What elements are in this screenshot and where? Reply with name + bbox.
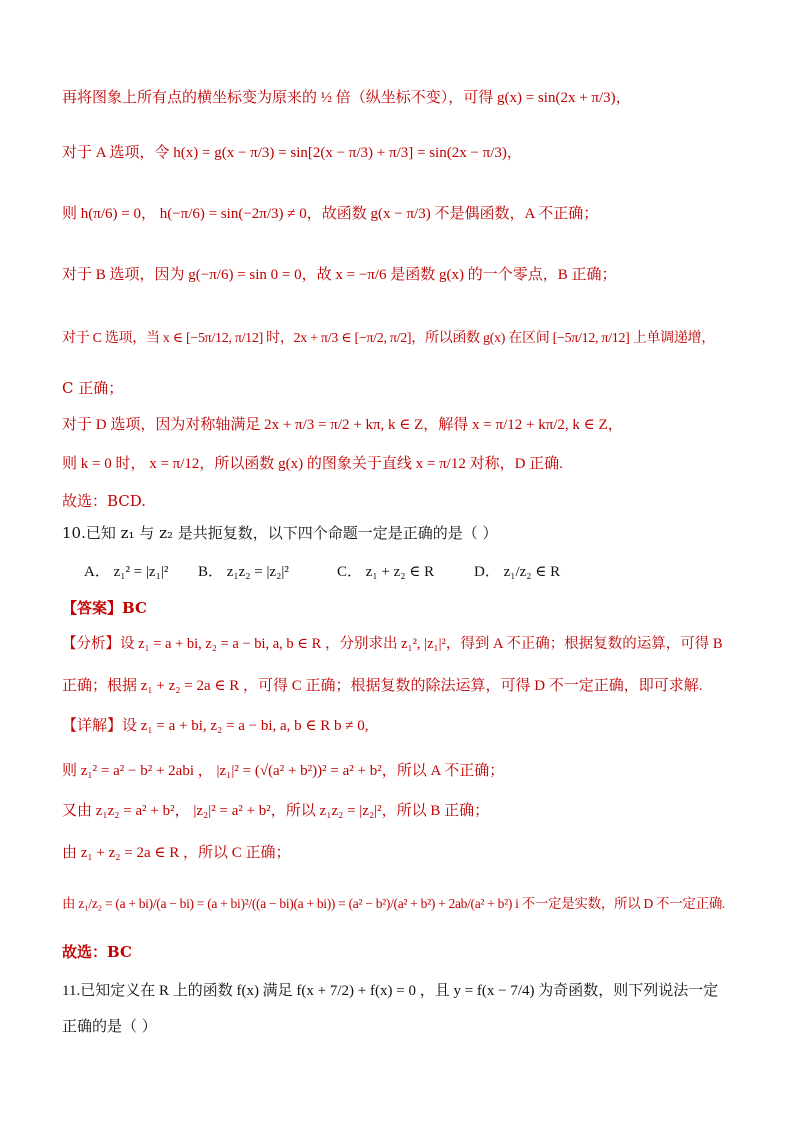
question-11-stem-line-1: 11.已知定义在 R 上的函数 f(x) 满足 f(x + 7/2) + f(x) = 0 ，且 y = f(x − 7/4) 为奇函数，则下列说法一定 bbox=[62, 983, 719, 999]
analysis-line-2: 正确；根据 z₁ + z₂ = 2a ∈ R ，可得 C 正确；根据复数的除法运算，可得 D 不一定正确，即可求解. bbox=[62, 678, 703, 694]
detail-line-3: 又由 z₁z₂ = a² + b²， |z₂|² = a² + b²，所以 z₁z₂ = |z₂|²，所以 B 正确； bbox=[62, 803, 490, 819]
detail-line-5: 由 z₁/z₂ = (a + bi)/(a − bi) = (a + bi)²/((a − bi)(a + bi)) = (a² − b²)/(a² + b²) + 2ab/(a² + b²) i 不一定是实数，所以 D 不一定正确. bbox=[62, 896, 726, 911]
solution-line-1: 再将图象上所有点的横坐标变为原来的 ½ 倍（纵坐标不变），可得 g(x) = sin(2x + π/3)， bbox=[62, 90, 631, 106]
answer-label: 【答案】BC bbox=[62, 599, 147, 617]
choice-c: C． z₁ + z₂ ∈ R bbox=[337, 564, 435, 580]
solution-final-answer: 故选：BCD. bbox=[62, 492, 147, 510]
detail-line-2: 则 z₁² = a² − b² + 2abi ， |z₁|² = (√(a² + b²))² = a² + b²，所以 A 不正确； bbox=[62, 763, 505, 779]
detail-line-4: 由 z₁ + z₂ = 2a ∈ R ，所以 C 正确； bbox=[62, 845, 291, 861]
choice-d: D． z₁/z₂ ∈ R bbox=[474, 564, 561, 580]
detail-line-1: 【详解】设 z₁ = a + bi, z₂ = a − bi, a, b ∈ R b ≠ 0, bbox=[62, 718, 369, 734]
choice-a: A． z₁² = |z₁|² bbox=[84, 564, 169, 580]
solution-line-3: 则 h(π/6) = 0， h(−π/6) = sin(−2π/3) ≠ 0，故函数 g(x − π/3) 不是偶函数，A 不正确； bbox=[62, 206, 599, 222]
question-10-stem: 10.已知 z₁ 与 z₂ 是共扼复数，以下四个命题一定是正确的是（ ） bbox=[62, 524, 498, 542]
analysis-line-1: 【分析】设 z₁ = a + bi, z₂ = a − bi, a, b ∈ R ，分别求出 z₁², |z₁|²，得到 A 不正确；根据复数的运算，可得 B bbox=[62, 636, 723, 652]
question-11-stem-line-2: 正确的是（ ） bbox=[62, 1017, 157, 1035]
solution-line-5: 对于 C 选项，当 x ∈ [−5π/12, π/12] 时，2x + π/3 ∈ [−π/2, π/2]，所以函数 g(x) 在区间 [−5π/12, π/12] 上单调递增， bbox=[62, 331, 715, 346]
solution-line-2: 对于 A 选项，令 h(x) = g(x − π/3) = sin[2(x − π/3) + π/3] = sin(2x − π/3)， bbox=[62, 145, 522, 161]
solution-line-8: 则 k = 0 时， x = π/12，所以函数 g(x) 的图象关于直线 x = π/12 对称，D 正确. bbox=[62, 456, 563, 472]
solution-line-4: 对于 B 选项，因为 g(−π/6) = sin 0 = 0，故 x = −π/6 是函数 g(x) 的一个零点，B 正确； bbox=[62, 267, 617, 283]
solution-line-6: C 正确； bbox=[62, 379, 124, 397]
solution-line-7: 对于 D 选项，因为对称轴满足 2x + π/3 = π/2 + kπ, k ∈ Z，解得 x = π/12 + kπ/2, k ∈ Z， bbox=[62, 417, 623, 433]
detail-final-answer: 故选：BC bbox=[62, 943, 132, 961]
choice-b: B． z₁z₂ = |z₂|² bbox=[198, 564, 289, 580]
